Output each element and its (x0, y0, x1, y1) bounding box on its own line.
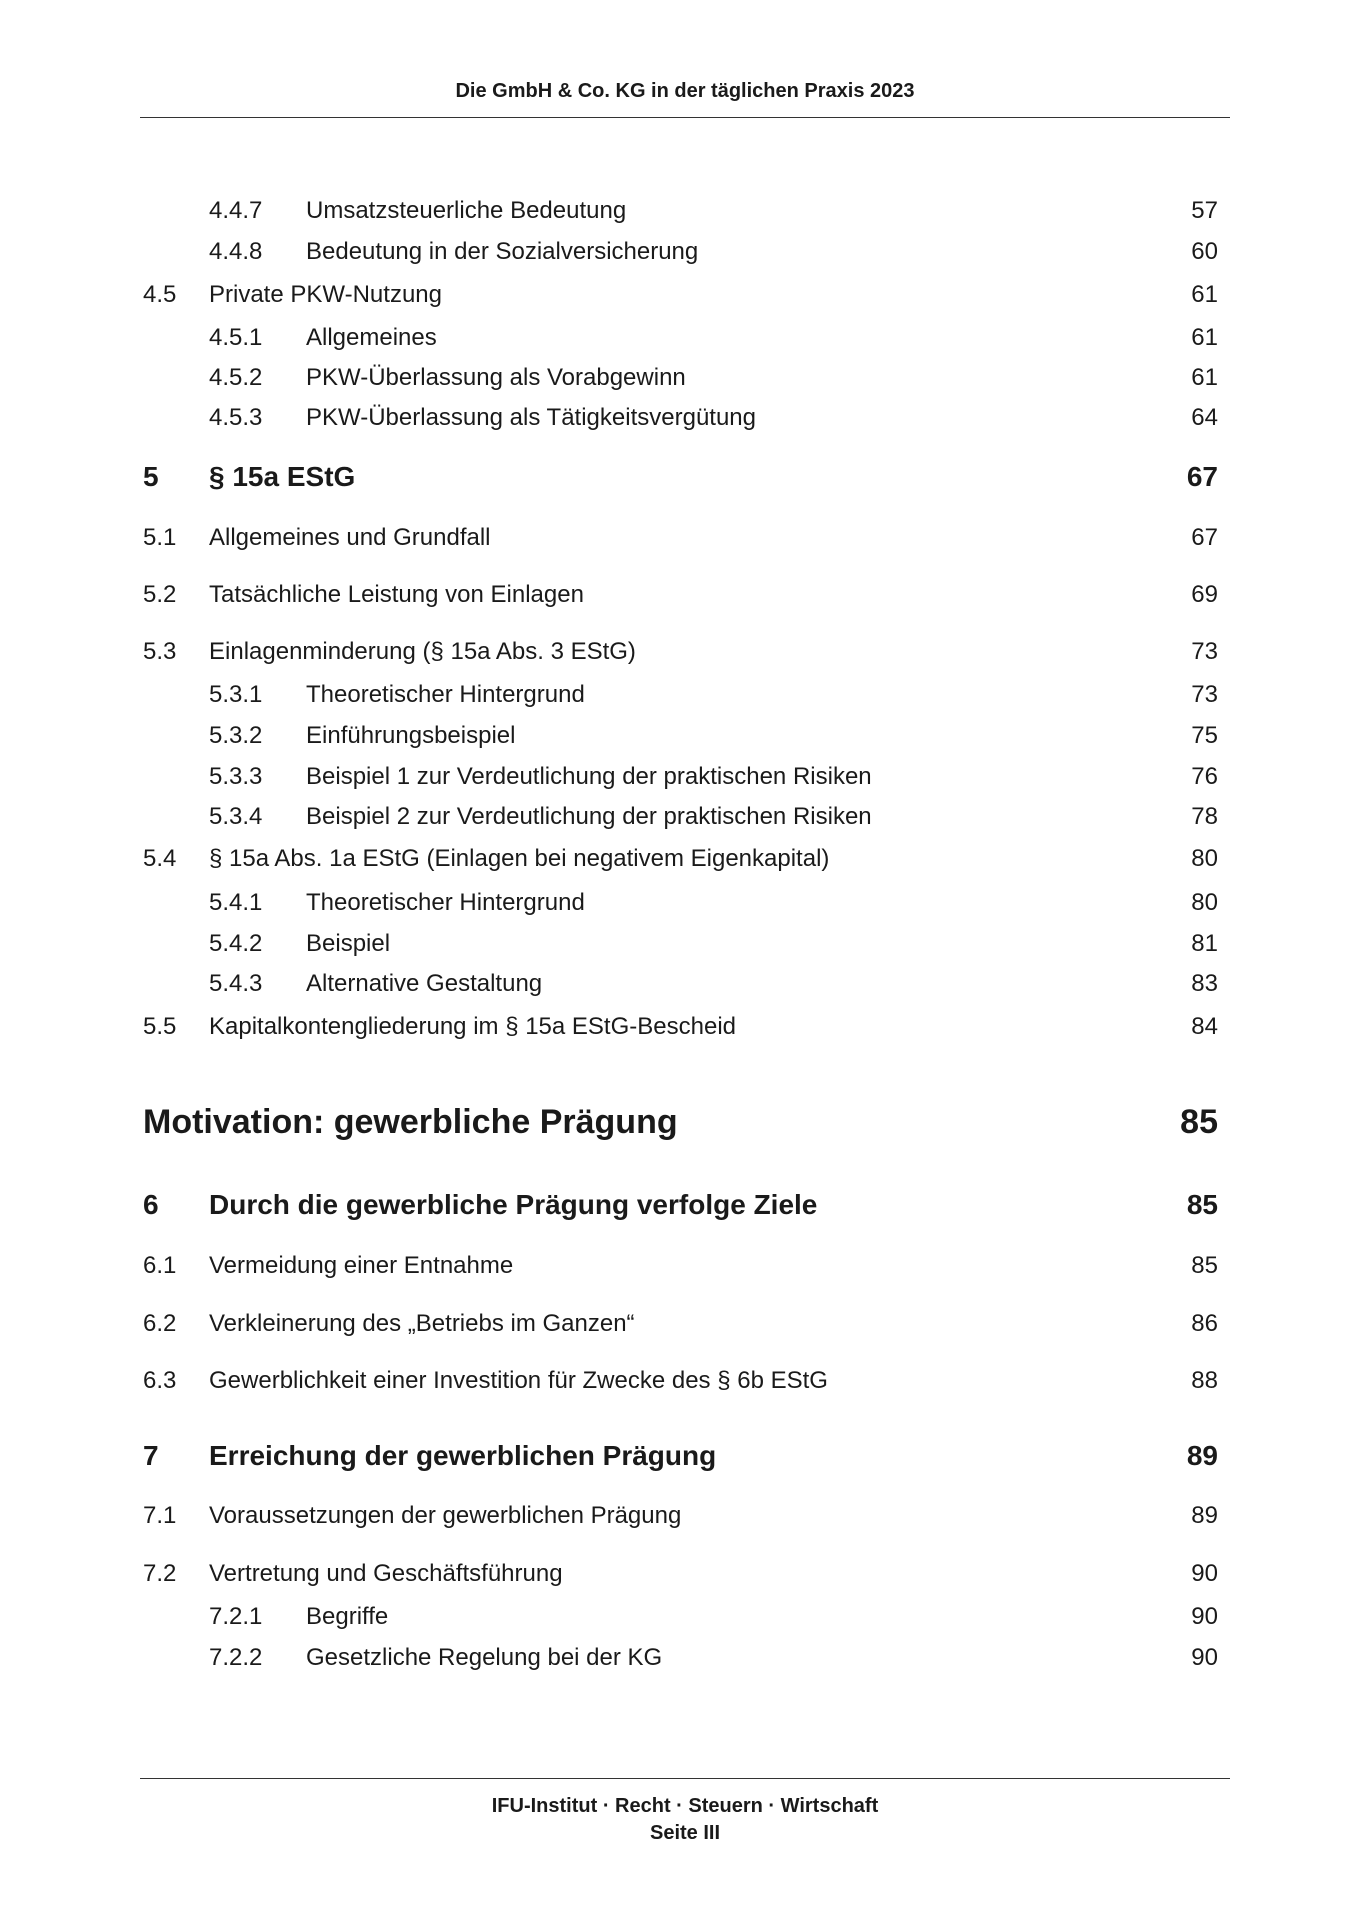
toc-entry-page: 78 (1191, 803, 1218, 830)
toc-entry-page: 73 (1191, 681, 1218, 708)
toc-entry-title: Einführungsbeispiel (306, 722, 516, 749)
toc-entry-page: 67 (1191, 524, 1218, 551)
toc-entry-number: 7.2.1 (209, 1603, 263, 1630)
toc-entry-page: 64 (1191, 404, 1218, 431)
toc-entry-title: Begriffe (306, 1603, 389, 1630)
toc-entry-title: Allgemeines (306, 324, 437, 351)
toc-entry-number: 7 (143, 1440, 159, 1471)
toc-entry-page: 85 (1180, 1103, 1218, 1141)
toc-entry-number: 5.3.4 (209, 803, 263, 830)
toc-entry-number: 4.5.3 (209, 404, 263, 431)
toc-entry-title: Vermeidung einer Entnahme (209, 1252, 514, 1279)
toc-entry-page: 85 (1186, 1189, 1218, 1220)
footer-divider (140, 1778, 1230, 1779)
toc-entry-page: 85 (1191, 1252, 1218, 1279)
toc-entry-title: Alternative Gestaltung (306, 970, 543, 997)
footer-page-number: Seite III (649, 1822, 721, 1844)
toc-entry-title: Umsatzsteuerliche Bedeutung (306, 197, 627, 224)
toc-entry-page: 73 (1191, 638, 1218, 665)
toc-entry-page: 61 (1191, 324, 1218, 351)
toc-entry-number: 4.4.7 (209, 197, 263, 224)
toc-entry-title: Private PKW-Nutzung (209, 281, 442, 308)
toc-entry-number: 5 (143, 461, 159, 492)
toc-entry-title: Kapitalkontengliederung im § 15a EStG-Bescheid (209, 1013, 736, 1040)
toc-entry-number: 4.5.1 (209, 324, 263, 351)
toc-entry-page: 81 (1191, 930, 1218, 957)
toc-entry-page: 90 (1191, 1603, 1218, 1630)
toc-entry-title: Gesetzliche Regelung bei der KG (306, 1644, 663, 1671)
toc-entry-number: 6.1 (143, 1252, 177, 1279)
toc-entry-number: 5.4.2 (209, 930, 263, 957)
toc-entry-title: § 15a EStG (209, 461, 356, 492)
toc-entry-page: 61 (1191, 364, 1218, 391)
toc-entry-page: 75 (1191, 722, 1218, 749)
toc-entry-page: 89 (1191, 1502, 1218, 1529)
toc-entry-page: 88 (1191, 1367, 1218, 1394)
toc-entry-title: Bedeutung in der Sozialversicherung (306, 238, 699, 265)
toc-entry-page: 86 (1191, 1310, 1218, 1337)
toc-entry-title: PKW-Überlassung als Tätigkeitsvergütung (306, 404, 756, 431)
toc-entry-number: 6.3 (143, 1367, 177, 1394)
toc-entry-number: 6.2 (143, 1310, 177, 1337)
toc-entry-number: 5.3.3 (209, 763, 263, 790)
toc-entry-number: 6 (143, 1189, 159, 1220)
toc-entry-title: Voraussetzungen der gewerblichen Prägung (209, 1502, 682, 1529)
toc-entry-title: Verkleinerung des „Betriebs im Ganzen“ (209, 1310, 635, 1337)
toc-entry-page: 90 (1191, 1644, 1218, 1671)
toc-entry-number: 7.1 (143, 1502, 177, 1529)
toc-entry-page: 61 (1191, 281, 1218, 308)
toc-entry-title: § 15a Abs. 1a EStG (Einlagen bei negativem Eigenkapital) (209, 845, 830, 872)
toc-entry-number: 5.3.2 (209, 722, 263, 749)
toc-entry-number: 5.1 (143, 524, 177, 551)
toc-entry-number: 5.4.3 (209, 970, 263, 997)
toc-entry-title: Gewerblichkeit einer Investition für Zwecke des § 6b EStG (209, 1367, 828, 1394)
toc-entry-page: 67 (1186, 461, 1218, 492)
toc-entry-page: 84 (1191, 1013, 1218, 1040)
toc-entry-title: Motivation: gewerbliche Prägung (143, 1103, 678, 1141)
toc-entry-number: 5.4 (143, 845, 177, 872)
toc-entry-number: 5.5 (143, 1013, 177, 1040)
footer-publisher: IFU-Institut · Recht · Steuern · Wirtschaft (491, 1795, 879, 1817)
toc-entry-number: 4.5 (143, 281, 177, 308)
toc-entry-title: Erreichung der gewerblichen Prägung (209, 1440, 717, 1471)
toc-entry-page: 80 (1191, 845, 1218, 872)
toc-entry-number: 4.4.8 (209, 238, 263, 265)
toc-entry-number: 4.5.2 (209, 364, 263, 391)
toc-entry-number: 5.4.1 (209, 889, 263, 916)
toc-entry-title: Tatsächliche Leistung von Einlagen (209, 581, 584, 608)
toc-entry-page: 90 (1191, 1560, 1218, 1587)
toc-entry-page: 76 (1191, 763, 1218, 790)
toc-entry-number: 7.2.2 (209, 1644, 263, 1671)
toc-entry-page: 83 (1191, 970, 1218, 997)
toc-entry-number: 5.3.1 (209, 681, 263, 708)
toc-entry-title: Einlagenminderung (§ 15a Abs. 3 EStG) (209, 638, 636, 665)
toc-entry-page: 69 (1191, 581, 1218, 608)
toc-entry-title: Theoretischer Hintergrund (306, 889, 585, 916)
toc-entry-page: 89 (1186, 1440, 1218, 1471)
toc-entry-number: 5.2 (143, 581, 177, 608)
toc-entry-title: Beispiel 2 zur Verdeutlichung der praktischen Risiken (306, 803, 872, 830)
toc-entry-page: 60 (1191, 238, 1218, 265)
toc-entry-number: 7.2 (143, 1560, 177, 1587)
toc-entry-title: Beispiel 1 zur Verdeutlichung der praktischen Risiken (306, 763, 872, 790)
toc-entry-page: 57 (1191, 197, 1218, 224)
toc-entry-title: Beispiel (306, 930, 391, 957)
page-header-title: Die GmbH & Co. KG in der täglichen Praxis 2023 (455, 80, 915, 102)
toc-entry-title: Theoretischer Hintergrund (306, 681, 585, 708)
toc-entry-title: Durch die gewerbliche Prägung verfolge Ziele (209, 1189, 818, 1220)
toc-entry-title: Allgemeines und Grundfall (209, 524, 491, 551)
toc-entry-title: Vertretung und Geschäftsführung (209, 1560, 563, 1587)
toc-entry-page: 80 (1191, 889, 1218, 916)
toc-entry-number: 5.3 (143, 638, 177, 665)
toc-entry-title: PKW-Überlassung als Vorabgewinn (306, 364, 686, 391)
